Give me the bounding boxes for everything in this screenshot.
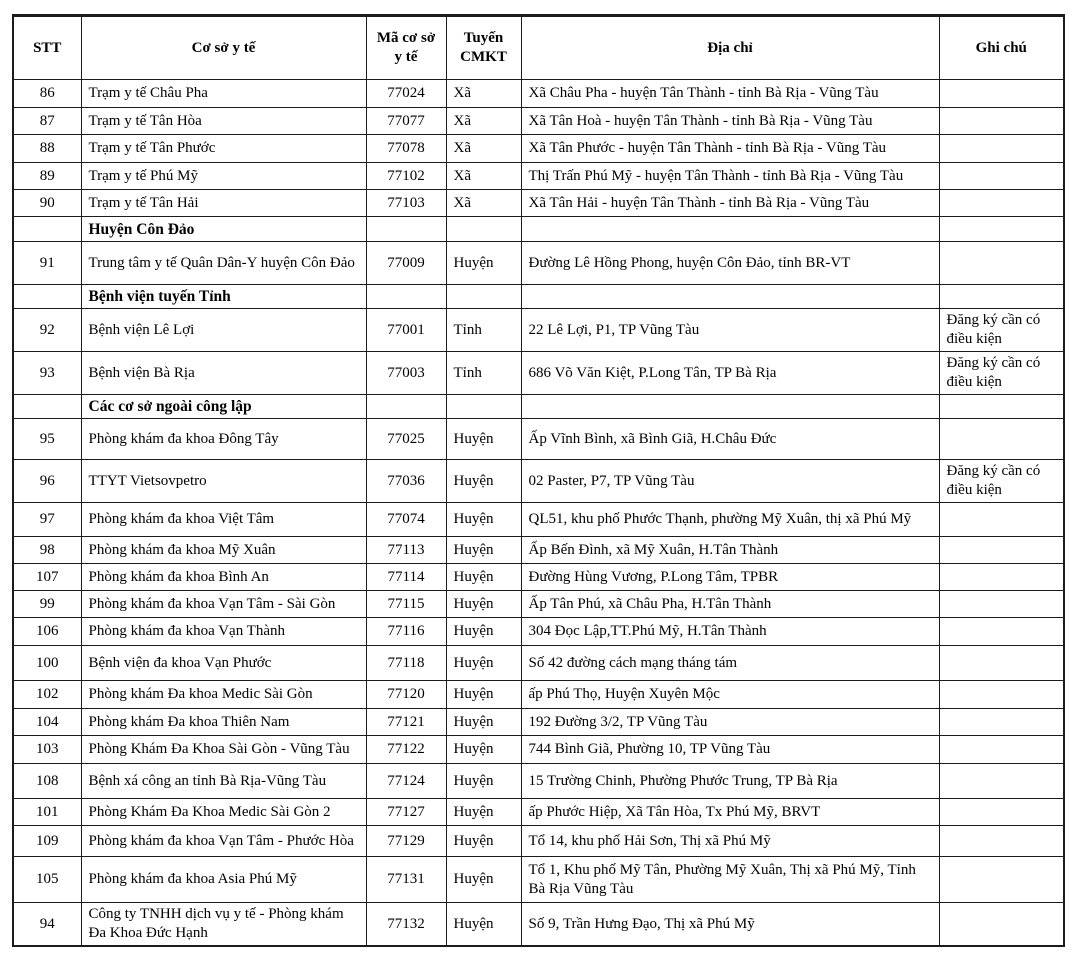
facility-row (13, 591, 1064, 618)
facility-code-cell: 77036 (366, 460, 446, 503)
level-cell: Huyện (446, 646, 521, 681)
address-cell (521, 285, 939, 309)
stt-cell: 88 (13, 135, 81, 163)
facility-code-cell: 77003 (366, 352, 446, 395)
level-cell: Huyện (446, 618, 521, 646)
facility-code-cell: 77078 (366, 135, 446, 163)
stt-cell: 96 (13, 460, 81, 503)
note-cell (939, 681, 1064, 709)
note-cell (939, 80, 1064, 108)
header-code: Mã cơ sở y tế (366, 16, 446, 80)
address-cell: Thị Trấn Phú Mỹ - huyện Tân Thành - tỉnh Bà Rịa - Vũng Tàu (521, 163, 939, 190)
facility-code-cell (366, 285, 446, 309)
facility-code-cell (366, 395, 446, 419)
facility-code-cell: 77122 (366, 736, 446, 764)
level-cell: Huyện (446, 709, 521, 736)
stt-cell: 91 (13, 242, 81, 285)
facility-code-cell: 77077 (366, 108, 446, 135)
facility-code-cell: 77116 (366, 618, 446, 646)
stt-cell (13, 285, 81, 309)
facility-row (13, 857, 1064, 903)
level-cell (446, 395, 521, 419)
level-cell: Xã (446, 80, 521, 108)
address-cell: Xã Châu Pha - huyện Tân Thành - tỉnh Bà Rịa - Vũng Tàu (521, 80, 939, 108)
facility-name-cell: Trạm y tế Tân Hòa (81, 108, 366, 135)
facility-code-cell: 77009 (366, 242, 446, 285)
level-cell (446, 217, 521, 242)
stt-cell: 94 (13, 903, 81, 947)
address-cell: QL51, khu phố Phước Thạnh, phường Mỹ Xuân, thị xã Phú Mỹ (521, 503, 939, 537)
facility-code-cell: 77121 (366, 709, 446, 736)
note-cell (939, 736, 1064, 764)
facility-code-cell (366, 217, 446, 242)
facility-row (13, 190, 1064, 217)
section-title-cell: Bệnh viện tuyến Tỉnh (81, 285, 366, 309)
facility-name-cell: Công ty TNHH dịch vụ y tế - Phòng khám Đa Khoa Đức Hạnh (81, 903, 366, 947)
address-cell (521, 217, 939, 242)
facility-row (13, 503, 1064, 537)
address-cell: Ấp Bến Đình, xã Mỹ Xuân, H.Tân Thành (521, 537, 939, 564)
facility-name-cell: Bệnh viện đa khoa Vạn Phước (81, 646, 366, 681)
facility-code-cell: 77131 (366, 857, 446, 903)
facility-code-cell: 77118 (366, 646, 446, 681)
stt-cell: 89 (13, 163, 81, 190)
address-cell: Xã Tân Hải - huyện Tân Thành - tỉnh Bà Rịa - Vũng Tàu (521, 190, 939, 217)
facility-code-cell: 77074 (366, 503, 446, 537)
facility-name-cell: Phòng khám đa khoa Vạn Thành (81, 618, 366, 646)
stt-cell: 106 (13, 618, 81, 646)
facility-row (13, 681, 1064, 709)
stt-cell: 109 (13, 826, 81, 857)
facility-row (13, 163, 1064, 190)
facility-name-cell: TTYT Vietsovpetro (81, 460, 366, 503)
note-cell (939, 591, 1064, 618)
stt-cell (13, 217, 81, 242)
facility-name-cell: Phòng khám đa khoa Asia Phú Mỹ (81, 857, 366, 903)
facility-code-cell: 77127 (366, 799, 446, 826)
level-cell: Tỉnh (446, 352, 521, 395)
header-note: Ghi chú (939, 16, 1064, 80)
address-cell: 22 Lê Lợi, P1, TP Vũng Tàu (521, 309, 939, 352)
note-cell (939, 163, 1064, 190)
note-cell: Đăng ký cần có điều kiện (939, 460, 1064, 503)
facility-name-cell: Bệnh xá công an tỉnh Bà Rịa-Vũng Tàu (81, 764, 366, 799)
address-cell: 15 Trường Chinh, Phường Phước Trung, TP Bà Rịa (521, 764, 939, 799)
facility-row (13, 309, 1064, 352)
level-cell: Xã (446, 135, 521, 163)
address-cell: Số 42 đường cách mạng tháng tám (521, 646, 939, 681)
facility-table (12, 14, 1065, 947)
header-facility: Cơ sở y tế (81, 16, 366, 80)
section-row (13, 395, 1064, 419)
address-cell: Tổ 1, Khu phố Mỹ Tân, Phường Mỹ Xuân, Thị xã Phú Mỹ, Tỉnh Bà Rịa Vũng Tàu (521, 857, 939, 903)
note-cell (939, 108, 1064, 135)
stt-cell: 107 (13, 564, 81, 591)
facility-row (13, 799, 1064, 826)
stt-cell: 86 (13, 80, 81, 108)
note-cell (939, 903, 1064, 947)
stt-cell: 102 (13, 681, 81, 709)
address-cell: Đường Lê Hồng Phong, huyện Côn Đảo, tỉnh BR-VT (521, 242, 939, 285)
facility-code-cell: 77120 (366, 681, 446, 709)
facility-name-cell: Bệnh viện Lê Lợi (81, 309, 366, 352)
header-level: Tuyến CMKT (446, 16, 521, 80)
note-cell (939, 285, 1064, 309)
facility-name-cell: Phòng khám Đa khoa Thiên Nam (81, 709, 366, 736)
address-cell: 192 Đường 3/2, TP Vũng Tàu (521, 709, 939, 736)
facility-name-cell: Trạm y tế Châu Pha (81, 80, 366, 108)
note-cell (939, 217, 1064, 242)
facility-code-cell: 77129 (366, 826, 446, 857)
facility-code-cell: 77114 (366, 564, 446, 591)
header-stt: STT (13, 16, 81, 80)
facility-name-cell: Trạm y tế Tân Phước (81, 135, 366, 163)
facility-row (13, 419, 1064, 460)
note-cell (939, 618, 1064, 646)
facility-row (13, 903, 1064, 947)
address-cell: 304 Đọc Lập,TT.Phú Mỹ, H.Tân Thành (521, 618, 939, 646)
address-cell (521, 395, 939, 419)
stt-cell: 100 (13, 646, 81, 681)
section-title-cell: Các cơ sở ngoài công lập (81, 395, 366, 419)
note-cell: Đăng ký cần có điều kiện (939, 309, 1064, 352)
facility-row (13, 736, 1064, 764)
facility-name-cell: Trung tâm y tế Quân Dân-Y huyện Côn Đảo (81, 242, 366, 285)
note-cell (939, 857, 1064, 903)
facility-name-cell: Phòng khám đa khoa Vạn Tâm - Phước Hòa (81, 826, 366, 857)
stt-cell: 93 (13, 352, 81, 395)
address-cell: ấp Phước Hiệp, Xã Tân Hòa, Tx Phú Mỹ, BRVT (521, 799, 939, 826)
note-cell (939, 419, 1064, 460)
level-cell: Tỉnh (446, 309, 521, 352)
facility-row (13, 564, 1064, 591)
stt-cell: 101 (13, 799, 81, 826)
facility-name-cell: Phòng khám đa khoa Bình An (81, 564, 366, 591)
address-cell: Xã Tân Phước - huyện Tân Thành - tỉnh Bà Rịa - Vũng Tàu (521, 135, 939, 163)
facility-row (13, 709, 1064, 736)
facility-code-cell: 77115 (366, 591, 446, 618)
stt-cell: 97 (13, 503, 81, 537)
stt-cell: 105 (13, 857, 81, 903)
table-header (13, 16, 1064, 80)
level-cell: Xã (446, 108, 521, 135)
level-cell: Huyện (446, 799, 521, 826)
facility-row (13, 618, 1064, 646)
stt-cell: 108 (13, 764, 81, 799)
level-cell: Huyện (446, 903, 521, 947)
address-cell: 02 Paster, P7, TP Vũng Tàu (521, 460, 939, 503)
note-cell (939, 564, 1064, 591)
section-row (13, 285, 1064, 309)
facility-row (13, 460, 1064, 503)
header-address: Địa chỉ (521, 16, 939, 80)
stt-cell (13, 395, 81, 419)
address-cell: Tổ 14, khu phố Hải Sơn, Thị xã Phú Mỹ (521, 826, 939, 857)
note-cell (939, 242, 1064, 285)
address-cell: Ấp Tân Phú, xã Châu Pha, H.Tân Thành (521, 591, 939, 618)
facility-row (13, 135, 1064, 163)
facility-row (13, 80, 1064, 108)
stt-cell: 95 (13, 419, 81, 460)
facility-code-cell: 77103 (366, 190, 446, 217)
facility-code-cell: 77124 (366, 764, 446, 799)
note-cell (939, 537, 1064, 564)
header-row (13, 16, 1064, 80)
level-cell: Huyện (446, 591, 521, 618)
facility-name-cell: Trạm y tế Tân Hải (81, 190, 366, 217)
level-cell: Xã (446, 163, 521, 190)
level-cell: Huyện (446, 736, 521, 764)
facility-code-cell: 77132 (366, 903, 446, 947)
note-cell (939, 503, 1064, 537)
facility-row (13, 646, 1064, 681)
section-title-cell: Huyện Côn Đảo (81, 217, 366, 242)
note-cell (939, 764, 1064, 799)
note-cell (939, 135, 1064, 163)
note-cell (939, 799, 1064, 826)
facility-name-cell: Bệnh viện Bà Rịa (81, 352, 366, 395)
note-cell: Đăng ký cần có điều kiện (939, 352, 1064, 395)
address-cell: Xã Tân Hoà - huyện Tân Thành - tỉnh Bà Rịa - Vũng Tàu (521, 108, 939, 135)
level-cell: Huyện (446, 537, 521, 564)
level-cell: Huyện (446, 826, 521, 857)
level-cell: Huyện (446, 419, 521, 460)
facility-name-cell: Phòng khám Đa khoa Medic Sài Gòn (81, 681, 366, 709)
facility-row (13, 826, 1064, 857)
facility-row (13, 108, 1064, 135)
stt-cell: 90 (13, 190, 81, 217)
stt-cell: 103 (13, 736, 81, 764)
level-cell: Huyện (446, 460, 521, 503)
address-cell: Số 9, Trần Hưng Đạo, Thị xã Phú Mỹ (521, 903, 939, 947)
facility-row (13, 764, 1064, 799)
stt-cell: 92 (13, 309, 81, 352)
stt-cell: 104 (13, 709, 81, 736)
note-cell (939, 190, 1064, 217)
address-cell: Đường Hùng Vương, P.Long Tâm, TPBR (521, 564, 939, 591)
facility-code-cell: 77102 (366, 163, 446, 190)
facility-name-cell: Phòng Khám Đa Khoa Medic Sài Gòn 2 (81, 799, 366, 826)
note-cell (939, 826, 1064, 857)
note-cell (939, 646, 1064, 681)
facility-code-cell: 77025 (366, 419, 446, 460)
table-body (13, 80, 1064, 947)
address-cell: ấp Phú Thọ, Huyện Xuyên Mộc (521, 681, 939, 709)
stt-cell: 98 (13, 537, 81, 564)
stt-cell: 87 (13, 108, 81, 135)
facility-name-cell: Trạm y tế Phú Mỹ (81, 163, 366, 190)
facility-name-cell: Phòng Khám Đa Khoa Sài Gòn - Vũng Tàu (81, 736, 366, 764)
level-cell (446, 285, 521, 309)
level-cell: Huyện (446, 764, 521, 799)
section-row (13, 217, 1064, 242)
facility-name-cell: Phòng khám đa khoa Vạn Tâm - Sài Gòn (81, 591, 366, 618)
facility-name-cell: Phòng khám đa khoa Mỹ Xuân (81, 537, 366, 564)
address-cell: 744 Bình Giã, Phường 10, TP Vũng Tàu (521, 736, 939, 764)
stt-cell: 99 (13, 591, 81, 618)
facility-name-cell: Phòng khám đa khoa Đông Tây (81, 419, 366, 460)
address-cell: Ấp Vĩnh Bình, xã Bình Giã, H.Châu Đức (521, 419, 939, 460)
facility-name-cell: Phòng khám đa khoa Việt Tâm (81, 503, 366, 537)
facility-row (13, 352, 1064, 395)
facility-code-cell: 77113 (366, 537, 446, 564)
facility-row (13, 537, 1064, 564)
note-cell (939, 395, 1064, 419)
level-cell: Huyện (446, 857, 521, 903)
address-cell: 686 Võ Văn Kiệt, P.Long Tân, TP Bà Rịa (521, 352, 939, 395)
facility-code-cell: 77001 (366, 309, 446, 352)
level-cell: Xã (446, 190, 521, 217)
level-cell: Huyện (446, 564, 521, 591)
facility-row (13, 242, 1064, 285)
level-cell: Huyện (446, 503, 521, 537)
facility-code-cell: 77024 (366, 80, 446, 108)
level-cell: Huyện (446, 681, 521, 709)
note-cell (939, 709, 1064, 736)
level-cell: Huyện (446, 242, 521, 285)
